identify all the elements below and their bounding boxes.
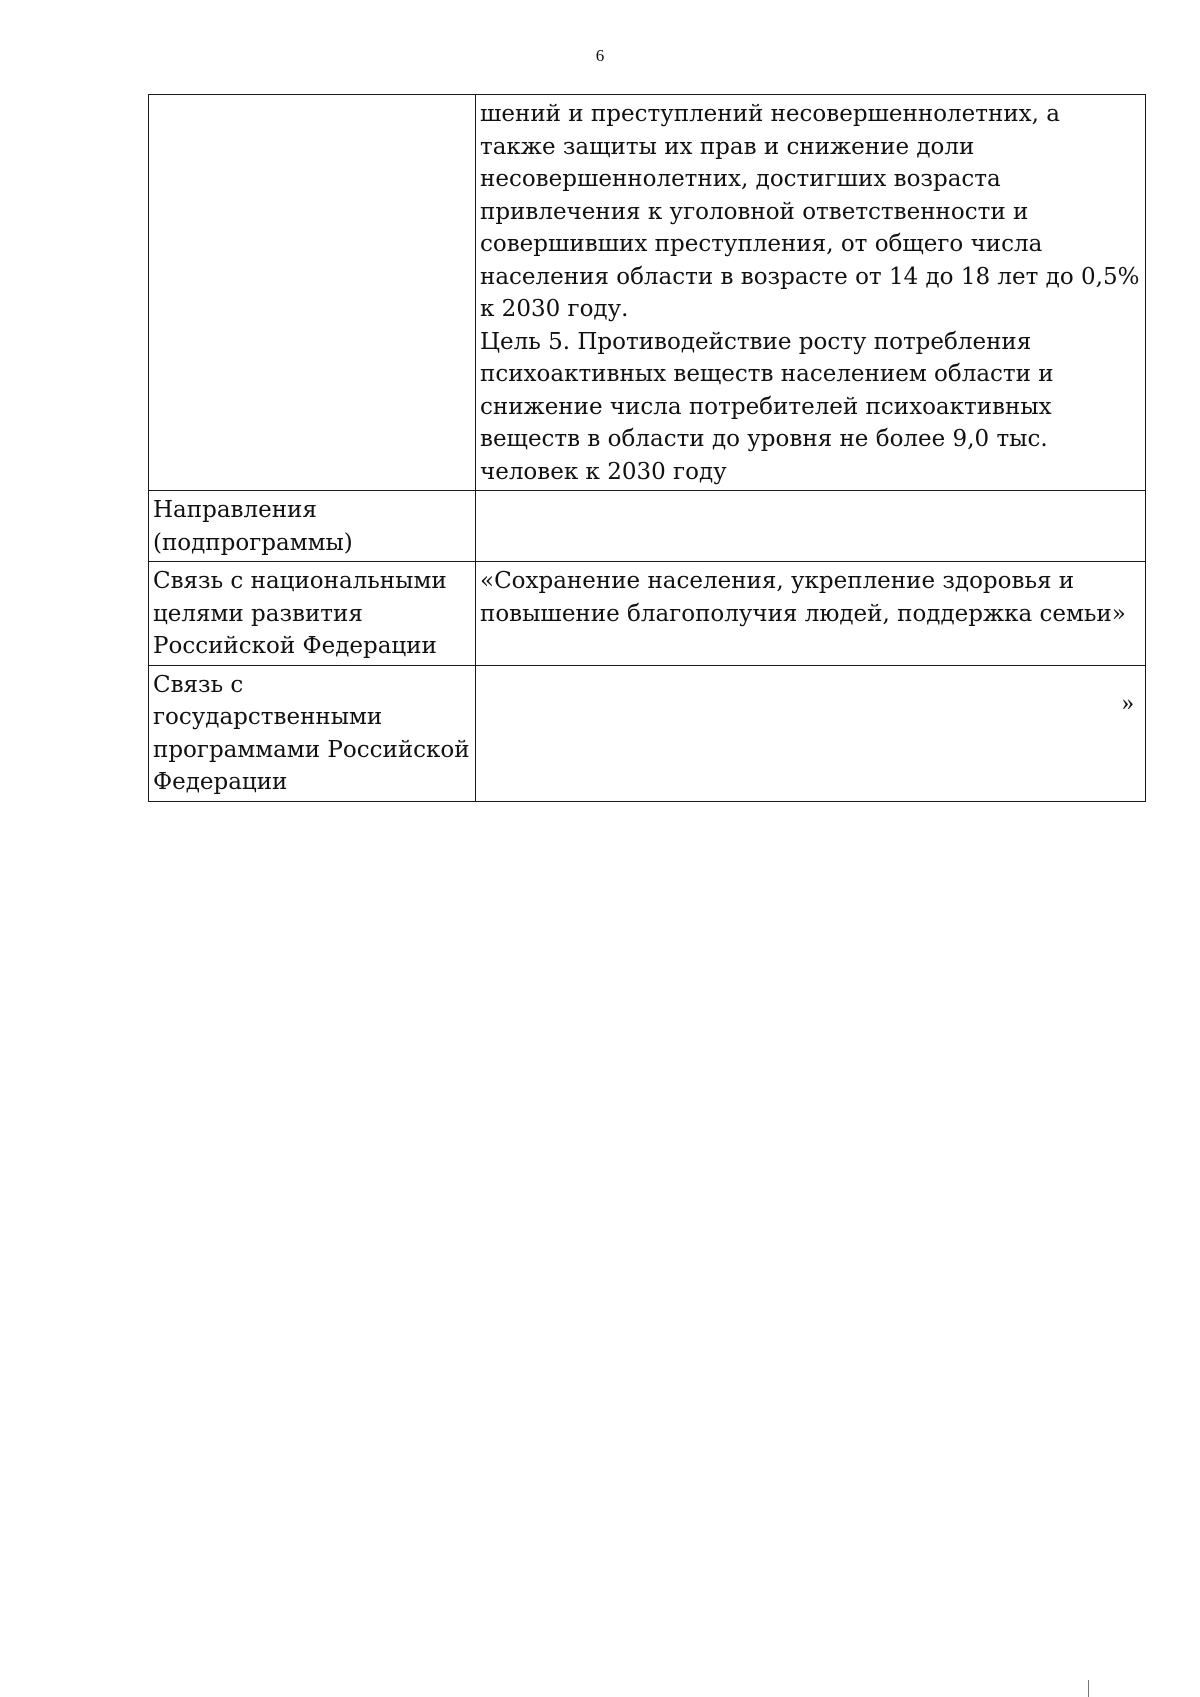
goals-label-cell [149, 95, 476, 491]
scan-artifact-line [1088, 1680, 1089, 1697]
table-row-state-programs [149, 665, 1146, 801]
page-number: 6 [595, 46, 605, 65]
national-goals-label-cell: Связь с национальными целями развития Российской Федерации [149, 562, 476, 666]
state-programs-value-cell [476, 665, 1146, 801]
state-programs-label-cell: Связь с государственными программами Российской Федерации [149, 665, 476, 801]
program-passport-table [148, 94, 1146, 802]
goal-5-text: Цель 5. Противодействие росту потребления психоактивных веществ населением области и снижение числа потребителей психоактивных веществ в области до уровня не более 9,0 тыс. человек к 2030 году [480, 328, 1054, 485]
table-row-goals [149, 95, 1146, 491]
closing-quote-mark: » [1122, 690, 1134, 716]
goal-4-continuation: шений и преступлений несовершеннолетних, а также защиты их прав и снижение доли несовершеннолетних, достигших возраста привлечения к уголовной ответственности и совершивших преступления, от общего числа населения области в возрасте от 14 до 18 лет до 0,5% к 2030 году. [480, 101, 1140, 322]
goals-value-cell [476, 95, 1146, 491]
directions-value-cell [476, 491, 1146, 562]
table-row-directions [149, 491, 1146, 562]
national-goals-value-cell: «Сохранение населения, укрепление здоровья и повышение благополучия людей, поддержка семьи» [476, 562, 1146, 666]
table-row-national-goals [149, 562, 1146, 666]
directions-label-cell: Направления (подпрограммы) [149, 491, 476, 562]
